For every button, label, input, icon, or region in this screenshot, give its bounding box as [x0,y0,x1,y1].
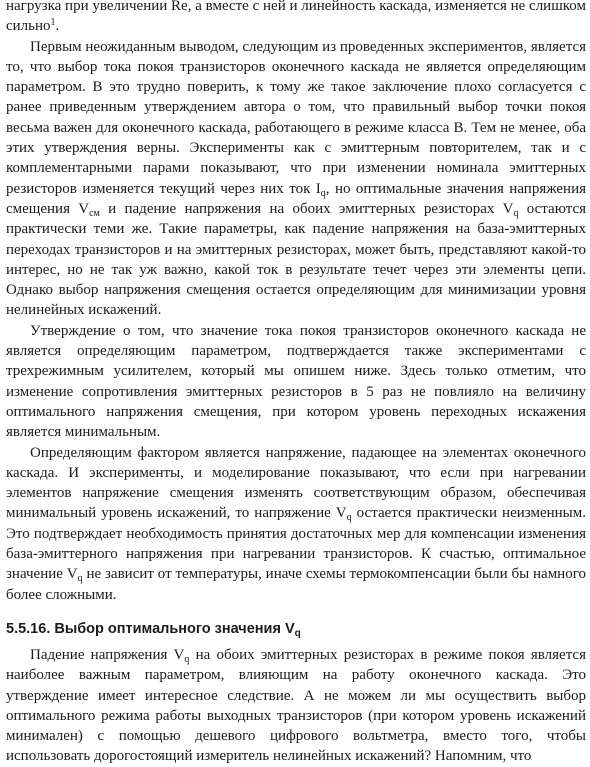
text-run: нагрузка при увеличении Re, а вместе с ней и линейность каскада, изменяется не слишком сильно [6,0,586,35]
paragraph-vq-importance [6,645,586,767]
subscript: q [77,573,83,585]
paragraph-three-mode-amplifier [6,321,586,443]
text-run: Падение напряжения V [30,646,185,663]
text-run: Утверждение о том, что значение тока покоя транзисторов оконечного каскада не является определяющим параметром, подтверждается также экспериментами с трехрежимным усилителем, который мы опишем ниже. Здесь только отметим, что изменение сопротивления эмиттерных резисторов в 5 раз не повлияло на величину оптимального напряжения смещения, при котором уровень переходных искажения является минимальным. [6,322,586,441]
section-heading [6,619,586,639]
paragraph-determining-factor [6,443,586,605]
section-heading-text: 5.5.16. Выбор оптимального значения V [6,620,295,637]
text-run: на обоих эмиттерных резисторах в режиме покоя является наиболее важным параметром, влияющим на работу оконечного каскада. Это утверждение имеет интересное следствие. А не можем ли мы осуществить выбор оптимального режима работы выходных транзисторов (при котором уровень искажений минимален) с помощью дешевого цифрового вольтметра, вместо того, чтобы использовать дорогостоящий измеритель нелинейных искажений? Напомним, что [6,646,586,765]
text-run: Первым неожиданным выводом, следующим из проведенных экспериментов, является то, что выбор тока покоя транзисторов оконечного каскада не является определяющим параметром. В это трудно поверить, к тому же такое заключение плохо согласуется с ранее приведенным утверждением автора о том, что правильный выбор точки покоя весьма важен для оконечного каскада, работающего в режиме класса B. Тем не менее, оба этих утверждения верны. Эксперименты как с эмиттерным повторителем, так и с комплементарными парами показывают, что при изменении номинала эмиттерных резисторов изменяется текущий через них ток I [6,38,586,197]
text-run: . [55,18,60,35]
text-run: , но оптимальные значения напряжения смещения V [6,180,587,217]
paragraph-continued [6,0,586,37]
text-run: Определяющим фактором является напряжение, падающее на элементах оконечного каскада. И эксперименты, и моделирование показывают, что если при нагревании элементов напряжение смещения изменять соответствующим образом, обеспечивая минимальный уровень искажений, то напряжение V [6,444,586,522]
subscript: q [346,512,352,524]
paragraph-quiescent-current [6,37,586,321]
subscript: q [320,187,326,199]
subscript: q [513,207,519,219]
subscript: см [89,207,100,219]
section-heading-subscript: q [294,627,301,639]
text-run: не зависит от температуры, иначе схемы термокомпенсации были бы намного более сложными. [6,566,586,603]
text-run: остается практически неизменным. Это подтверждает необходимость принятия достаточных мер для компенсации изменения база-эмиттерного напряжения при нагревании транзисторов. К счастью, оптимальное значение V [6,505,586,583]
subscript: q [184,653,190,665]
footnote-marker: 1 [50,17,56,29]
text-run: и падение напряжения на обоих эмиттерных резисторах V [99,200,514,217]
text-run: остаются практически теми же. Такие параметры, как падение напряжения на база-эмиттерных переходах транзисторов и на эмиттерных резисторах, может быть, представляют какой-то интерес, но не так уж важно, какой ток в результате течет через эти элементы цепи. Однако выбор напряжения смещения остается определяющим для минимизации уровня нелинейных искажений. [6,200,587,319]
